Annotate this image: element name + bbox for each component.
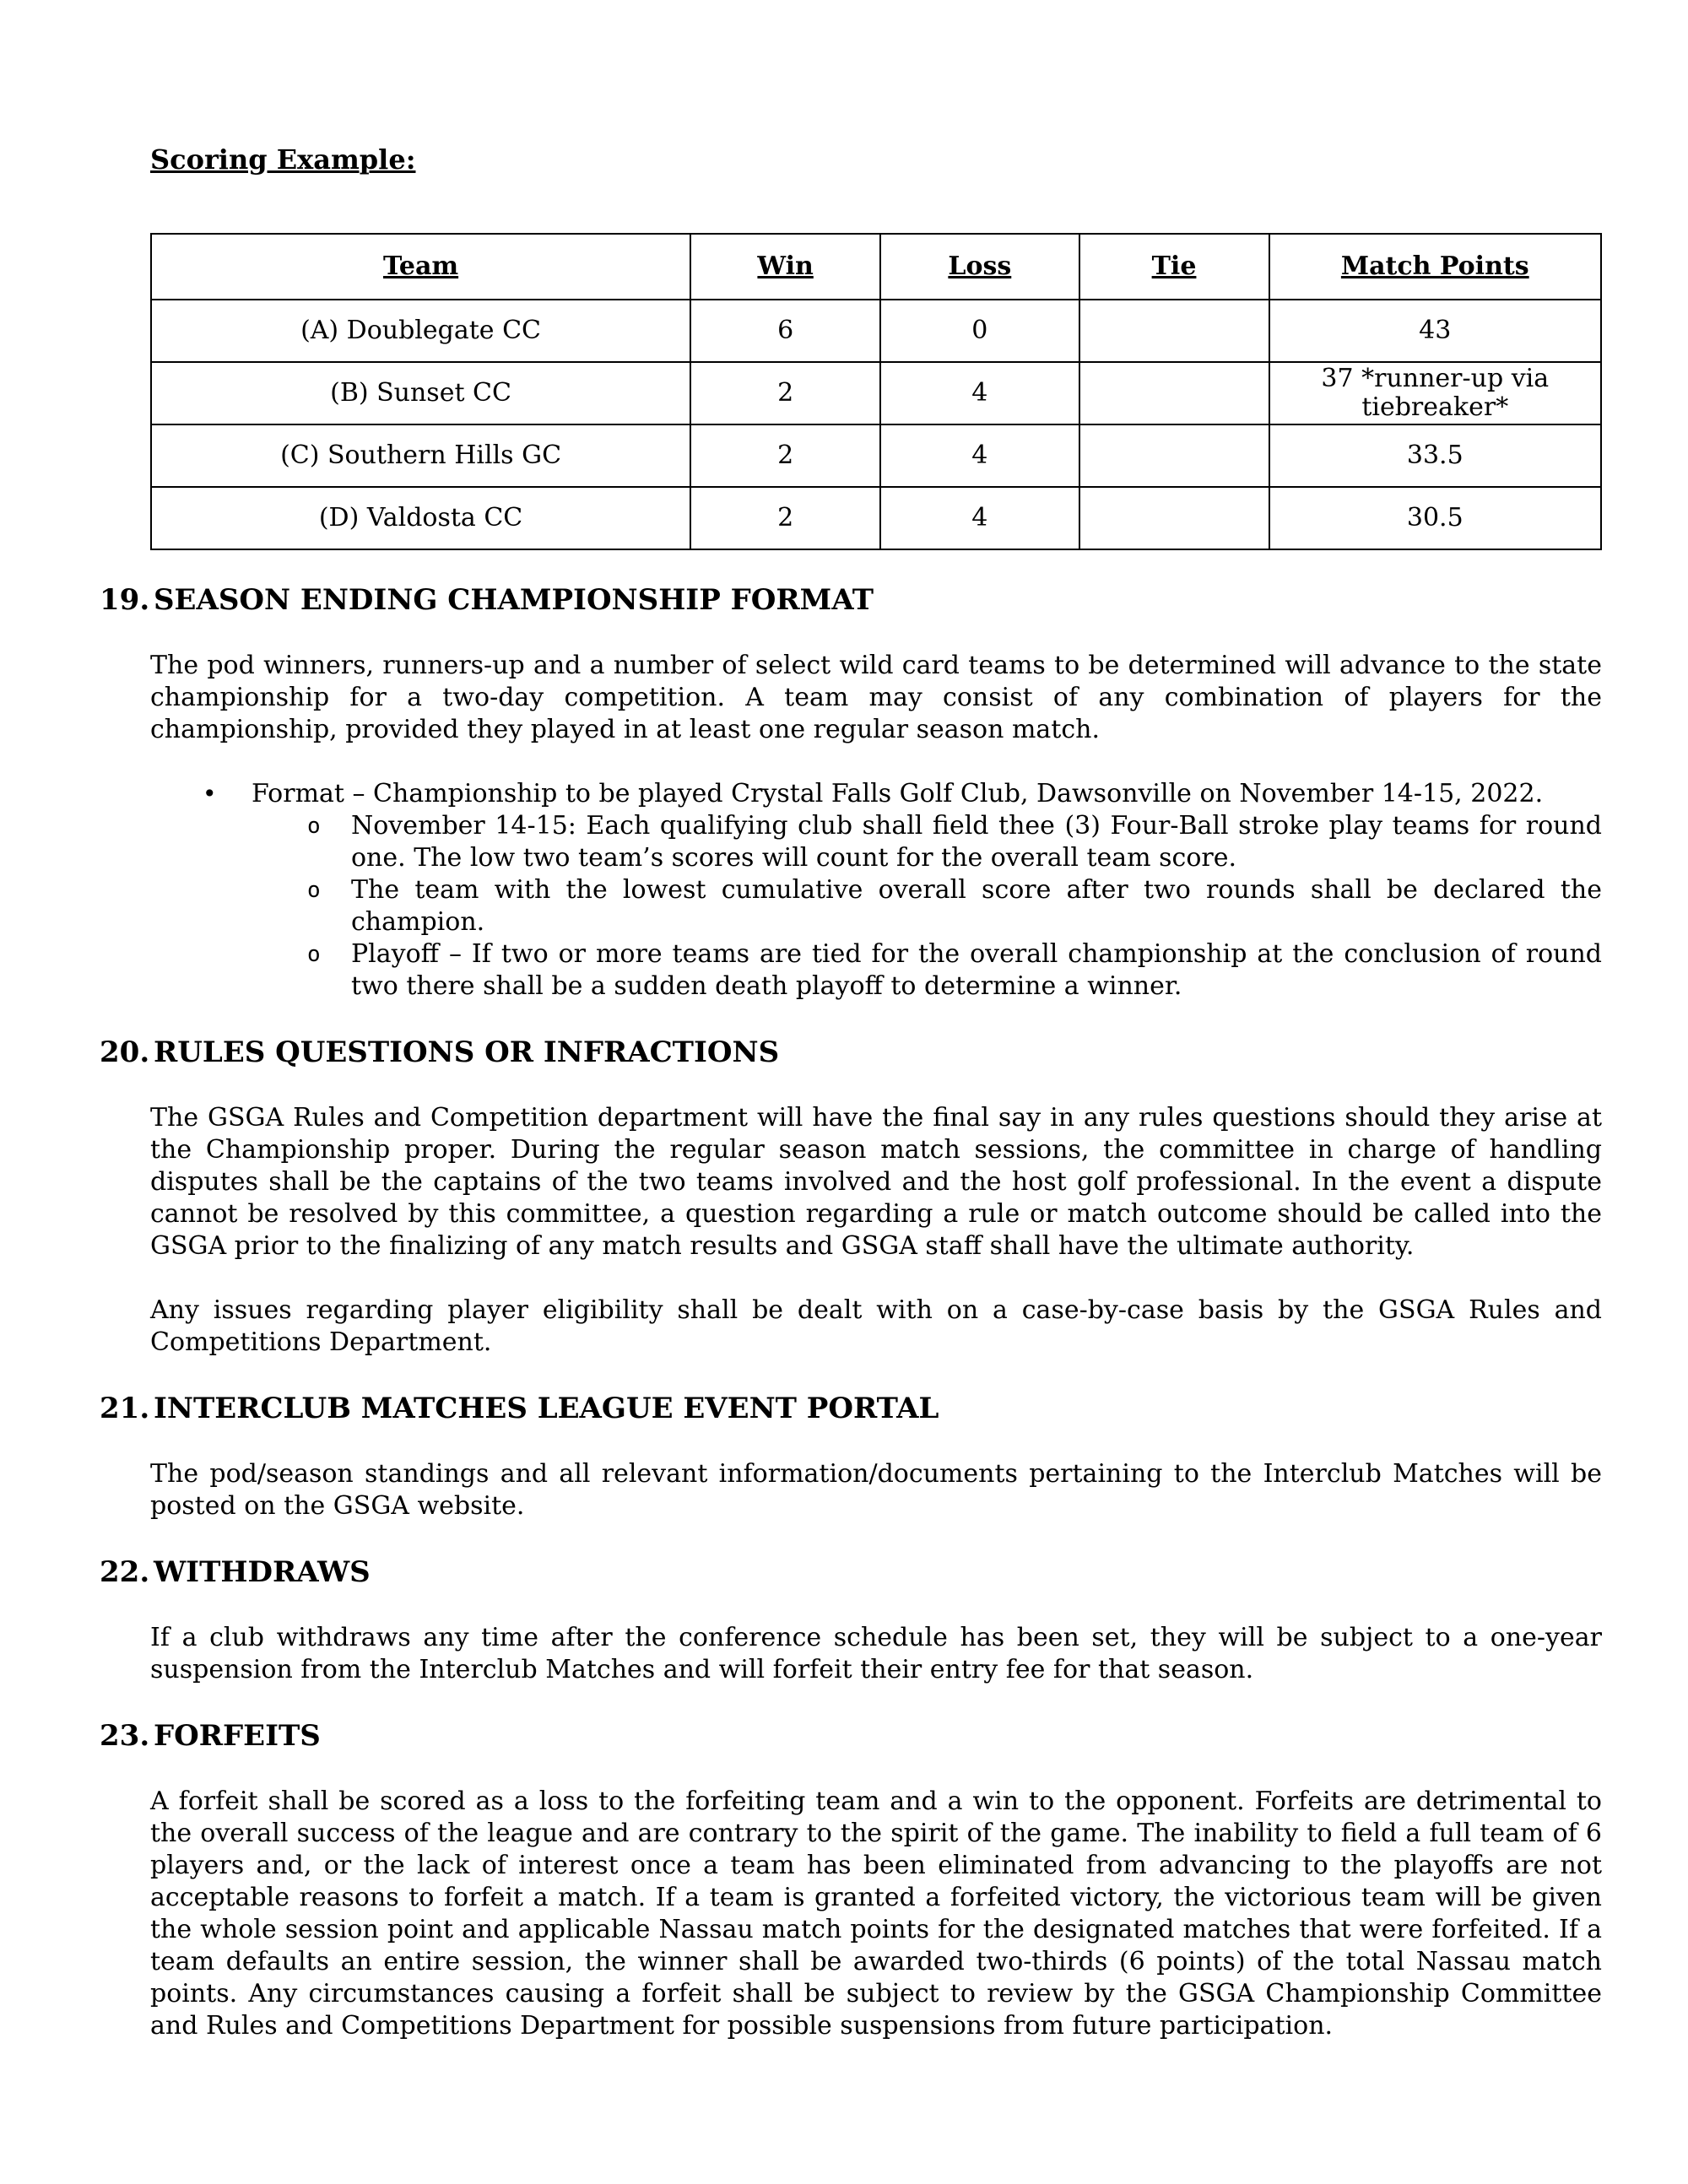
win-cell: 2 [690,424,880,487]
team-cell: (D) Valdosta CC [151,487,690,549]
paragraph: The pod winners, runners-up and a number of select wild card teams to be determined will advance to the state championship for a two-day competition. A team may consist of any combination of players for the championship, provided they played in at least one regular season match. [150,651,1602,744]
tie-cell [1079,424,1269,487]
column-header-win: Win [690,234,880,300]
loss-cell: 4 [880,424,1079,487]
bullet-icon: • [203,780,217,808]
section-heading [100,1554,1602,1590]
paragraph: A forfeit shall be scored as a loss to the forfeiting team and a win to the opponent. Forfeits are detrimental to the overall success of the league and are contrary to the spirit of the game. The inability to field a full team of 6 players and, or the lack of interest once a team has been eliminated from advancing to the playoffs are not acceptable reasons to forfeit a match. If a team is granted a forfeited victory, the victorious team will be given the whole session point and applicable Nassau match points for the designated matches that were forfeited. If a team defaults an entire session, the winner shall be awarded two-thirds (6 points) of the total Nassau match points. Any circumstances causing a forfeit shall be subject to review by the GSGA Championship Committee and Rules and Competitions Department for possible suspensions from future participation. [150,1787,1602,2041]
team-cell: (B) Sunset CC [151,362,690,424]
match-points-cell: 43 [1269,300,1601,362]
sub-bullet-item [307,810,1602,874]
loss-cell: 0 [880,300,1079,362]
scoring-example-heading: Scoring Example: [150,143,416,176]
section-title: WITHDRAWS [154,1555,371,1589]
section-season-ending-championship-format [100,582,1602,1003]
bullet-item [203,778,1602,810]
paragraph: The GSGA Rules and Competition department will have the final say in any rules questions should they arise at the Championship proper. During the regular season match sessions, the committee in charge of handling disputes shall be the captains of the two teams involved and the host golf professional. In the event a dispute cannot be resolved by this committee, a question regarding a rule or match outcome should be called into the GSGA prior to the finalizing of any match results and GSGA staff shall have the ultimate authority. [150,1103,1602,1261]
sub-bullet-text: Playoff – If two or more teams are tied for the overall championship at the conclusion of round two there shall be a sudden death playoff to determine a winner. [351,939,1602,1001]
section-withdraws [100,1554,1602,1686]
loss-cell: 4 [880,362,1079,424]
sub-bullet-item [307,938,1602,1003]
win-cell: 2 [690,487,880,549]
section-heading [100,1391,1602,1426]
table-row [151,424,1601,487]
column-header-match-points: Match Points [1269,234,1601,300]
section-heading [100,1035,1602,1070]
section-number: 22. [100,1555,150,1589]
column-header-team: Team [151,234,690,300]
paragraph: If a club withdraws any time after the conference schedule has been set, they will be subject to a one-year suspension from the Interclub Matches and will forfeit their entry fee for that season. [150,1623,1602,1684]
paragraph: Any issues regarding player eligibility shall be dealt with on a case-by-case basis by the GSGA Rules and Competitions Department. [150,1295,1602,1357]
section-number: 19. [100,583,150,617]
tie-cell [1079,300,1269,362]
sub-bullet-text: November 14-15: Each qualifying club shall field thee (3) Four-Ball stroke play teams for round one. The low two team’s scores will count for the overall team score. [351,811,1602,873]
circle-bullet-icon: o [307,942,321,967]
win-cell: 2 [690,362,880,424]
section-title: FORFEITS [154,1719,321,1753]
table-row [151,487,1601,549]
tie-cell [1079,362,1269,424]
circle-bullet-icon: o [307,878,321,903]
section-forfeits [100,1718,1602,2042]
sub-bullet-item [307,874,1602,938]
column-header-tie: Tie [1079,234,1269,300]
section-title: INTERCLUB MATCHES LEAGUE EVENT PORTAL [154,1392,939,1425]
team-cell: (A) Doublegate CC [151,300,690,362]
section-rules-questions-or-infractions [100,1035,1602,1359]
match-points-cell: 30.5 [1269,487,1601,549]
section-heading [100,582,1602,618]
tie-cell [1079,487,1269,549]
section-heading [100,1718,1602,1754]
section-number: 20. [100,1035,150,1069]
win-cell: 6 [690,300,880,362]
match-points-cell: 33.5 [1269,424,1601,487]
paragraph: The pod/season standings and all relevant information/documents pertaining to the Interclub Matches will be posted on the GSGA website. [150,1459,1602,1521]
section-title: RULES QUESTIONS OR INFRACTIONS [154,1035,780,1069]
team-cell: (C) Southern Hills GC [151,424,690,487]
section-interclub-matches-league-event-portal [100,1391,1602,1522]
section-number: 21. [100,1392,150,1425]
section-title: SEASON ENDING CHAMPIONSHIP FORMAT [154,583,874,617]
bullet-text: Format – Championship to be played Crystal Falls Golf Club, Dawsonville on November 14-15, 2022. [252,779,1544,808]
sub-bullet-text: The team with the lowest cumulative overall score after two rounds shall be declared the champion. [351,875,1602,937]
circle-bullet-icon: o [307,814,321,839]
column-header-loss: Loss [880,234,1079,300]
table-header-row [151,234,1601,300]
table-row [151,300,1601,362]
scoring-table [150,233,1602,550]
loss-cell: 4 [880,487,1079,549]
table-row [151,362,1601,424]
match-points-cell: 37 *runner-up via tiebreaker* [1269,362,1601,424]
section-number: 23. [100,1719,150,1753]
